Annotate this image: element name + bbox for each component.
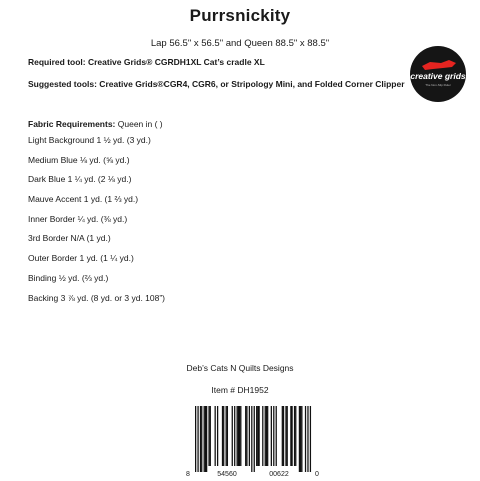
barcode-bar: [226, 406, 227, 466]
logo-tagline: The Non-Slip Ruler: [425, 83, 451, 87]
barcode-bar: [227, 406, 228, 466]
barcode-bar: [222, 406, 223, 466]
barcode-bar: [273, 406, 274, 466]
barcode-bar: [262, 406, 263, 466]
item-number: Item # DH1952: [211, 385, 269, 395]
required-tool: Required tool: Creative Grids® CGRDH1XL Cat’s cradle XL: [28, 57, 265, 67]
barcode-bar: [210, 406, 211, 466]
barcode-bar: [200, 406, 201, 472]
barcode-digit-first: 8: [186, 471, 190, 478]
barcode-bar: [251, 406, 252, 472]
barcode-bar: [238, 406, 239, 466]
barcode-bar: [282, 406, 283, 466]
barcode-bar: [205, 406, 206, 472]
barcode-bar: [240, 406, 241, 466]
barcode-bar: [257, 406, 258, 466]
barcode-bar: [195, 406, 196, 472]
upc-barcode: [185, 406, 321, 478]
barcode-bar: [295, 406, 296, 466]
barcode-bar: [215, 406, 216, 466]
barcode-digit-last: 0: [315, 471, 319, 478]
barcode-bar: [301, 406, 302, 472]
barcode-digits-left: 54560: [217, 471, 237, 478]
fabric-item-mauve-accent: Mauve Accent 1 yd. (1 ⅔ yd.): [28, 194, 139, 205]
barcode-bar: [204, 406, 205, 472]
barcode-bar: [245, 406, 246, 466]
barcode-bar: [283, 406, 284, 466]
barcode-bar: [300, 406, 301, 472]
barcode-bar: [246, 406, 247, 466]
barcode-bar: [256, 406, 257, 466]
barcode-digits-right: 00622: [269, 471, 289, 478]
barcode-bar: [249, 406, 250, 466]
barcode-bar: [287, 406, 288, 466]
barcode-bar: [307, 406, 308, 472]
barcode-bar: [290, 406, 291, 466]
barcode-bar: [201, 406, 202, 472]
fabric-item-dark-blue: Dark Blue 1 ¼ yd. (2 ⅛ yd.): [28, 174, 132, 185]
fabric-item-third-border: 3rd Border N/A (1 yd.): [28, 233, 111, 244]
barcode-bar: [234, 406, 235, 466]
barcode-bar: [223, 406, 224, 466]
fabric-item-medium-blue: Medium Blue ⅛ yd. (⅝ yd.): [28, 154, 130, 165]
fabric-requirements: [28, 119, 165, 312]
barcode-bar: [197, 406, 198, 472]
barcode-bar: [267, 406, 268, 466]
barcode-bar: [291, 406, 292, 466]
fabric-item-light-background: Light Background 1 ½ yd. (3 yd.): [28, 135, 151, 145]
barcode-bar: [305, 406, 306, 472]
creative-grids-logo: [410, 46, 466, 102]
barcode-bar: [217, 406, 218, 466]
barcode-bar: [285, 406, 286, 466]
barcode-bar: [310, 406, 311, 472]
fabric-heading-suffix: Queen in ( ): [115, 119, 163, 129]
cat-silhouette-icon: [422, 60, 456, 70]
barcode-bar: [208, 406, 209, 466]
designer-name: Deb’s Cats N Quilts Designs: [186, 363, 294, 373]
barcode-bar: [239, 406, 240, 466]
fabric-item-binding: Binding ½ yd. (⅔ yd.): [28, 272, 109, 283]
fabric-item-outer-border: Outer Border 1 yd. (1 ¼ yd.): [28, 253, 134, 264]
barcode-bar: [299, 406, 300, 472]
fabric-heading: [28, 119, 165, 135]
logo-wordmark: creative grids: [410, 71, 466, 81]
quilt-sizes: Lap 56.5" x 56.5" and Queen 88.5" x 88.5": [150, 38, 330, 49]
pattern-title: Purrsnickity: [189, 6, 291, 25]
barcode-bar: [232, 406, 233, 466]
barcode-bar: [258, 406, 259, 466]
fabric-heading-label: Fabric Requirements:: [28, 119, 116, 129]
barcode-bar: [265, 406, 266, 466]
barcode-bar: [294, 406, 295, 466]
barcode-bar: [237, 406, 238, 466]
barcode-bar: [254, 406, 255, 472]
suggested-tools: Suggested tools: Creative Grids®CGR4, CGR6, or Stripology Mini, and Folded Corner Clipper: [28, 79, 405, 89]
barcode-bar: [266, 406, 267, 466]
fabric-item-inner-border: Inner Border ¼ yd. (⅜ yd.): [28, 213, 128, 224]
barcode-bar: [276, 406, 277, 466]
barcode-bar: [206, 406, 207, 472]
barcode-bar: [271, 406, 272, 466]
fabric-item-backing: Backing 3 ⅞ yd. (8 yd. or 3 yd. 108”): [28, 292, 166, 303]
